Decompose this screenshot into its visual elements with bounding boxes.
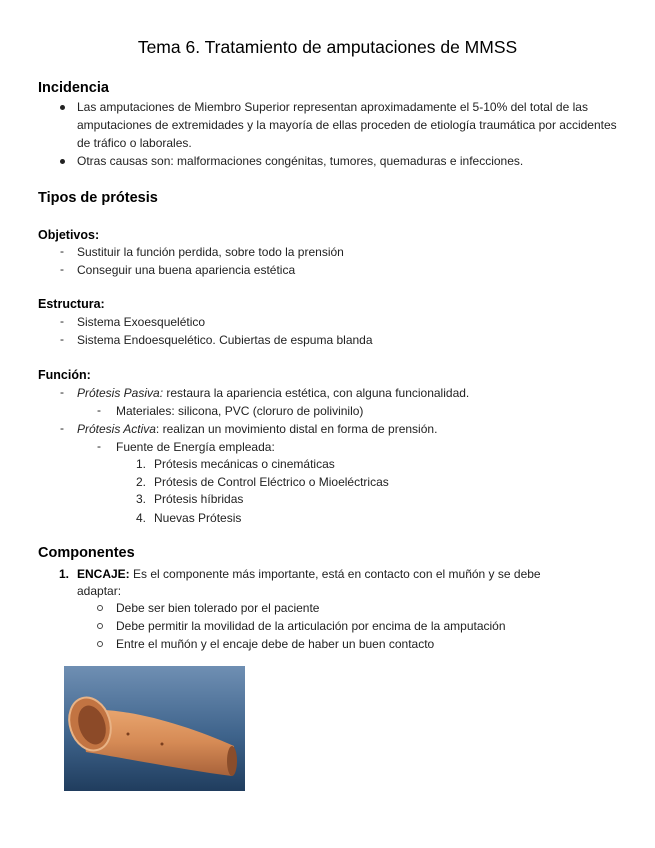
energia-list-item: Prótesis mecánicas o cinemáticas <box>154 457 335 471</box>
dash-marker: - <box>60 385 64 399</box>
energia-list-item: Prótesis híbridas <box>154 492 244 506</box>
objetivos-item-1: Sustituir la función perdida, sobre todo la prensión <box>77 245 344 259</box>
tipos-heading: Tipos de prótesis <box>38 190 158 206</box>
dash-marker: - <box>60 314 64 328</box>
encaje-item <box>77 566 541 583</box>
estructura-heading: Estructura: <box>38 297 105 311</box>
encaje-text-continued: adaptar: <box>77 584 122 598</box>
socket-hole <box>127 733 130 736</box>
protesis-activa-text: : realizan un movimiento distal en forma de prensión. <box>155 422 438 436</box>
circle-bullet <box>97 605 103 611</box>
list-number: 1. <box>59 567 70 581</box>
encaje-subitem: Debe ser bien tolerado por el paciente <box>116 601 320 615</box>
list-number: 3. <box>136 492 147 506</box>
list-number: 4. <box>136 511 147 525</box>
list-number: 1. <box>136 457 147 471</box>
estructura-item-1: Sistema Exoesquelético <box>77 315 206 329</box>
estructura-item-2: Sistema Endoesquelético. Cubiertas de espuma blanda <box>77 333 373 347</box>
encaje-label: ENCAJE: <box>77 567 130 581</box>
objetivos-heading: Objetivos: <box>38 228 100 242</box>
incidencia-item-2: Otras causas son: malformaciones congénitas, tumores, quemaduras e infecciones. <box>77 154 524 168</box>
fuente-energia: Fuente de Energía empleada: <box>116 440 275 454</box>
protesis-pasiva-item <box>77 385 469 402</box>
protesis-activa-term: Prótesis Activa <box>77 422 156 436</box>
bullet-dot <box>60 159 65 164</box>
socket-distal-end <box>227 746 237 776</box>
pasiva-materiales: Materiales: silicona, PVC (cloruro de polivinilo) <box>116 404 364 418</box>
protesis-activa-item <box>77 421 437 438</box>
circle-bullet <box>97 623 103 629</box>
encaje-text: Es el componente más importante, está en contacto con el muñón y se debe <box>129 567 541 581</box>
energia-list-item: Prótesis de Control Eléctrico o Mioeléctricas <box>154 475 389 489</box>
objetivos-item-2: Conseguir una buena apariencia estética <box>77 263 296 277</box>
dash-marker: - <box>60 332 64 346</box>
componentes-heading: Componentes <box>38 545 135 561</box>
dash-marker: - <box>60 244 64 258</box>
protesis-pasiva-text: restaura la apariencia estética, con alguna funcionalidad. <box>163 386 470 400</box>
bullet-dot <box>60 105 65 110</box>
funcion-heading: Función: <box>38 368 91 382</box>
socket-hole <box>161 743 164 746</box>
encaje-subitem: Debe permitir la movilidad de la articulación por encima de la amputación <box>116 619 506 633</box>
dash-marker: - <box>60 421 64 435</box>
dash-marker: - <box>97 403 101 417</box>
dash-marker: - <box>60 262 64 276</box>
page-title: Tema 6. Tratamiento de amputaciones de MMSS <box>137 37 518 57</box>
energia-list-item: Nuevas Prótesis <box>154 511 242 525</box>
incidencia-heading: Incidencia <box>38 80 109 96</box>
protesis-pasiva-term: Prótesis Pasiva: <box>77 386 164 400</box>
circle-bullet <box>97 641 103 647</box>
encaje-subitem: Entre el muñón y el encaje debe de haber un buen contacto <box>116 637 435 651</box>
incidencia-item-1: Las amputaciones de Miembro Superior representan aproximadamente el 5-10% del total de las amputaciones de extremidades y la mayoría de ellas proceden de etiología traumática por accidentes de tráfico o laborales. <box>77 100 617 150</box>
socket-photo <box>64 666 245 791</box>
list-number: 2. <box>136 475 147 489</box>
dash-marker: - <box>97 439 101 453</box>
